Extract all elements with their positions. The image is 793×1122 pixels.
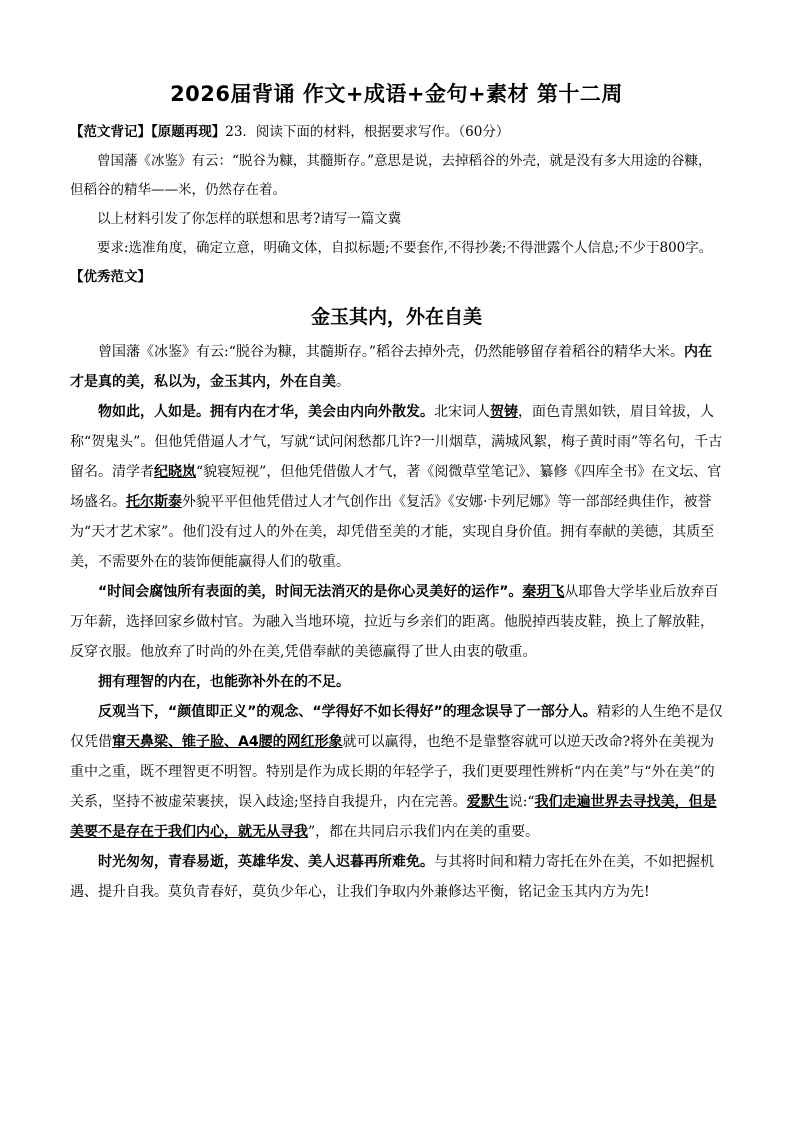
essay-paragraph-4 bbox=[70, 667, 723, 697]
underlined-name: 爱默生 bbox=[466, 794, 509, 810]
underlined-quote: 我们走遍世界去寻找美，但是美要不是存在于我们内心，就无从寻我 bbox=[70, 794, 717, 840]
tag-original-question: 【原题再现】 bbox=[151, 124, 226, 140]
text-span: 曾国藩《冰鉴》有云:“脱谷为糠，其髓斯存。”稻谷去掉外壳，仍然能够留存着稻谷的精华大米。 bbox=[98, 344, 685, 360]
task-requirement: 要求:选准角度，确定立意，明确文体，自拟标题;不要套作,不得抄袭;不得泄露个人信息;不少于800字。 bbox=[97, 240, 713, 256]
bold-span: 拥有理智的内在，也能弥补外在的不足。 bbox=[98, 674, 350, 690]
task-question: 以上材料引发了你怎样的联想和思考?请写一篇文冀 bbox=[97, 211, 402, 227]
text-span: 与其将时间和精力寄托在外在美，不如把握机遇、提升自我。莫负青春好，莫负少年心，让我们争取内外兼修达平衡，铭记金玉其内方为先! bbox=[70, 854, 714, 900]
tag-essay-memorize: 【范文背记】 bbox=[70, 124, 151, 140]
section-tag-excellent-essay: 【优秀范文】 bbox=[70, 269, 151, 285]
essay-paragraph-5 bbox=[70, 697, 723, 847]
text-span: 外貌平平但他凭借过人才气创作出《复活》《安娜·卡列尼娜》等一部部经典佳作，被誉为“天才艺术家”。他们没有过人的外在美，却凭借至美的才能，实现自身价值。拥有奉献的美德，其质至美，不需要外在的装饰便能赢得人们的敬重。 bbox=[70, 494, 715, 570]
bold-quote: “时间会腐蚀所有表面的美，时间无法消灭的是你心灵美好的运作”。 bbox=[98, 584, 523, 600]
essay-title: 金玉其内，外在自美 bbox=[310, 306, 482, 328]
page-title: 2026届背诵 作文+成语+金句+素材 第十二周 bbox=[170, 82, 623, 106]
bold-span: 时光匆匆，青春易逝，英雄华发、美人迟暮再所难免。 bbox=[98, 854, 434, 870]
text-span: 精彩的人生绝不是仅仅凭借 bbox=[70, 704, 723, 750]
essay-paragraph-1 bbox=[70, 337, 723, 397]
bold-span: 物如此，人如是。拥有内在才华，美会由内向外散发。 bbox=[98, 404, 434, 420]
text-span: “貌寝短视”，但他凭借傲人才气，著《阅微草堂笔记》、纂修《四库全书》在文坛、官场盛名。 bbox=[70, 464, 722, 510]
text-span: 北宋词人 bbox=[434, 404, 490, 420]
task-prompt bbox=[70, 118, 723, 147]
bold-span: 内在才是真的美，私以为，金玉其内，外在自美 bbox=[70, 344, 713, 390]
text-span: ，面色青黑如铁，眉目耸拔，人称“贺鬼头”。但他凭借逼人才气，写就“试问闲愁都几许?一川烟草，满城风絮，梅子黄时雨”等名句，千古留名。清学者 bbox=[70, 404, 723, 480]
text-span: 就可以赢得，也绝不是靠整容就可以逆天改命?将外在美视为重中之重，既不理智更不明智。特别是作为成长期的年轻学子，我们更要理性辨析“内在美”与“外在美”的关系，坚持不被虚荣裹挟，误入歧途;坚持自我提升，内在完善。 bbox=[70, 734, 715, 810]
text-span: ”，都在共同启示我们内在美的重要。 bbox=[308, 824, 540, 840]
bold-span: 反观当下，“颜值即正义”的观念、“学得好不如长得好”的理念误导了一部分人。 bbox=[98, 704, 597, 720]
essay-paragraph-3 bbox=[70, 577, 723, 667]
underlined-name: 托尔斯泰 bbox=[126, 494, 182, 510]
text-span: 从耶鲁大学毕业后放弃百万年薪，选择回家乡做村官。为融入当地环境，拉近与乡亲们的距离。他脱掉西装皮鞋，换上了解放鞋，反穿衣服。他放弃了时尚的外在美,凭借奉献的美德赢得了世人由衷的敬重。 bbox=[70, 584, 719, 660]
text-span: 。 bbox=[336, 374, 350, 390]
underlined-name: 贺铸 bbox=[490, 404, 518, 420]
essay-paragraph-2 bbox=[70, 397, 723, 577]
underlined-phrase: 窜天鼻梁、锥子脸、A4腰的网红形象 bbox=[112, 734, 343, 750]
prompt-text: 23．阅读下面的材料，根据要求写作。（60分） bbox=[225, 124, 510, 140]
task-material: 曾国藩《冰鉴》有云：“脱谷为糠，其髓斯存。”意思是说，去掉稻谷的外壳，就是没有多大用途的谷糠，但稻谷的精华——米，仍然存在着。 bbox=[70, 153, 712, 198]
essay-paragraph-6 bbox=[70, 847, 723, 907]
document-page bbox=[70, 78, 723, 907]
underlined-name: 秦玥飞 bbox=[522, 584, 565, 600]
underlined-name: 纪晓岚 bbox=[154, 464, 196, 480]
text-span: 说:“ bbox=[508, 794, 535, 810]
